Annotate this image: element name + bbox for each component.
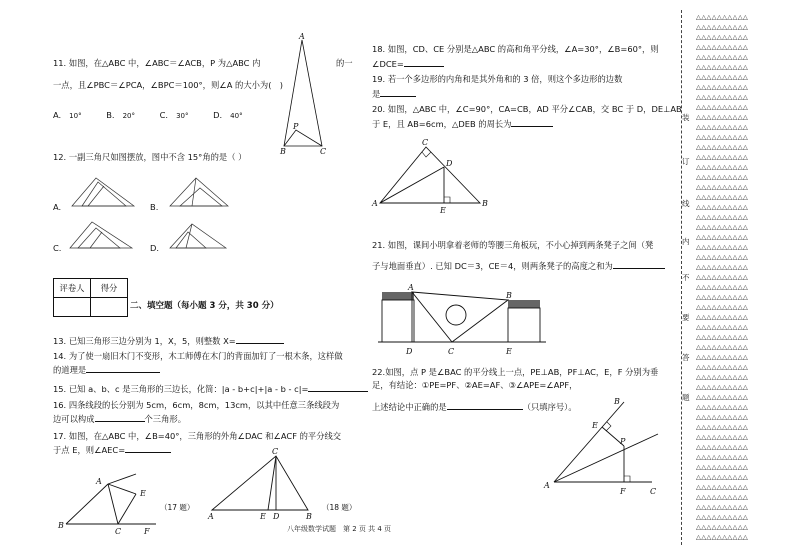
q21-figure <box>378 282 548 362</box>
q12-figure-a <box>68 172 138 212</box>
q11-label-a: A <box>299 32 305 41</box>
q19-line2: 是 <box>372 87 416 100</box>
q20-figure <box>372 135 492 215</box>
q22-label-c: C <box>650 487 657 496</box>
q21-line2: 子与地面垂直）. 已知 DC＝3，CE＝4，则两条凳子的高度之和为 <box>372 259 665 272</box>
score-table-reviewer: 评卷人 <box>54 279 91 298</box>
q18-label-a: A <box>208 512 214 521</box>
binding-char-8: 题 <box>682 393 690 402</box>
q15-blank[interactable] <box>308 382 368 392</box>
q11-line1: 11. 如图，在△ABC 中，∠ABC＝∠ACB，P 为△ABC 内 <box>53 58 261 68</box>
q13: 13. 已知三角形三边分别为 1，X，5，则整数 X= <box>53 334 284 347</box>
binding-char-2: 订 <box>682 157 690 166</box>
q12-label-c: C. <box>53 243 62 253</box>
q18-label-b: B <box>306 512 312 521</box>
q12-stem: 12. 一副三角尺如图摆放，图中不含 15°角的是（ ） <box>53 152 247 162</box>
q21-label-d: D <box>406 347 413 356</box>
q11-line2: 一点，且∠PBC＝∠PCA，∠BPC＝100°，则∠A 的大小为( ) <box>53 80 283 90</box>
q21-label-e: E <box>506 347 512 356</box>
q18-caption: （18 题） <box>322 503 357 512</box>
q22-figure <box>540 396 670 500</box>
q20-line1: 20. 如图，△ABC 中，∠C=90°，CA=CB，AD 平分∠CAB，交 BC 于 D，DE⊥AB <box>372 104 682 114</box>
q22-line3: 上述结论中正确的是 （只填序号）。 <box>372 402 577 412</box>
q18-figure <box>208 446 318 522</box>
q21-label-a: A <box>408 283 414 292</box>
q12-label-b: B. <box>150 202 159 212</box>
q20-blank[interactable] <box>511 117 553 127</box>
triangle-pattern-margin: △△△△△△△△△△ △△△△△△△△△△ △△△△△△△△△△ △△△△△△△△△△ △△△△△△△△△△ △△△△△△△△△△ △△△△△△△△△△ △△△△△△△△△△ △△△△△△△△△△ △△△△△△△△△△ △△△△△△△△△△ △△△△△△△△△△ △△△△△△△△△△ △△△△△△△△△△ △△△△△△△△△△ △△△△△△△△△△ △△△△△△△△△△ △△△△△△△△△△ △△△△△△△△△△ △△△△△△△△△△ △△△△△△△△△△ △△△△△△△△△△ △△△△△△△△△△ △△△△△△△△△△ △△△△△△△△△△ △△△△△△△△△△ △△△△△△△△△△ △△△△△△△△△△ △△△△△△△△△△ △△△△△△△△△△ △△△△△△△△△△ △△△△△△△△△△ △△△△△△△△△△ △△△△△△△△△△ △△△△△△△△△△ △△△△△△△△△△ △△△△△△△△△△ △△△△△△△△△△ △△△△△△△△△△ △△△△△△△△△△ △△△△△△△△△△ △△△△△△△△△△ △△△△△△△△△△ △△△△△△△△△△ △△△△△△△△△△ △△△△△△△△△△ △△△△△△△△△△ △△△△△△△△△△ △△△△△△△△△△ △△△△△△△△△△ △△△△△△△△△△ △△△△△△△△△△ △△△△△△△△△△ <box>696 13 749 541</box>
q18-line1: 18. 如图，CD、CE 分别是△ABC 的高和角平分线，∠A=30°，∠B=60°，则 <box>372 44 659 54</box>
q21-line1: 21. 如图，课间小明拿着老师的等腰三角板玩，不小心掉到两条凳子之间（凳 <box>372 240 654 250</box>
binding-char-5: 不 <box>682 273 690 282</box>
q16-line2: 边可以构成 个三角形。 <box>53 414 186 424</box>
q14-line1: 14. 为了使一扇旧木门不变形，木工师傅在木门的背面加钉了一根木条，这样做 <box>53 351 343 361</box>
q12-label-d: D. <box>150 243 160 253</box>
q22-blank[interactable] <box>447 400 523 410</box>
binding-char-6: 要 <box>682 313 690 322</box>
q12-label-a: A. <box>53 202 62 212</box>
q16-line1: 16. 四条线段的长分别为 5cm，6cm，8cm，13cm，以其中任意三条线段为 <box>53 400 340 410</box>
q21-label-b: B <box>506 291 512 300</box>
q15: 15. 已知 a、b、c 是三角形的三边长，化简：|a - b+c|+|a - b - c|= <box>53 382 368 395</box>
q17-label-b: B <box>58 521 64 530</box>
q20-label-e: E <box>440 206 446 215</box>
q17-line2: 于点 E，则∠AEC= <box>53 443 171 456</box>
q22-label-f: F <box>620 487 626 496</box>
score-table-score: 得分 <box>91 279 128 298</box>
q11-line1-end: 的一 <box>336 58 353 68</box>
q17-caption: （17 题） <box>160 503 195 512</box>
q18-label-c: C <box>272 447 279 456</box>
q17-label-a: A <box>96 477 102 486</box>
q11-label-c: C <box>320 147 327 156</box>
q11-options: A. 10° B. 20° C. 30° D. 40° <box>53 110 243 120</box>
q16-blank[interactable] <box>95 412 145 422</box>
q22-line1: 22.如图，点 P 是∠BAC 的平分线上一点，PE⊥AB，PF⊥AC，E，F 分别为垂 <box>372 367 659 377</box>
q14-line2: 的道理是 <box>53 363 160 376</box>
score-table <box>53 278 128 317</box>
q21-blank[interactable] <box>613 259 665 269</box>
q19-blank[interactable] <box>380 87 416 97</box>
q20-label-b: B <box>482 199 488 208</box>
q18-blank[interactable] <box>404 57 444 67</box>
page-footer: 八年级数学试题 第 2 页 共 4 页 <box>287 525 392 533</box>
q22-label-b: B <box>614 397 620 406</box>
binding-char-7: 答 <box>682 353 690 362</box>
q22-label-p: P <box>620 437 626 446</box>
binding-char-1: 装 <box>682 113 690 122</box>
q17-label-c: C <box>115 527 122 536</box>
q17-blank[interactable] <box>125 443 171 453</box>
q22-label-e: E <box>592 421 598 430</box>
q18-label-e: E <box>260 512 266 521</box>
q20-label-a: A <box>372 199 378 208</box>
binding-char-3: 线 <box>682 199 690 208</box>
q21-label-c: C <box>448 347 455 356</box>
q14-blank[interactable] <box>86 363 160 373</box>
q22-line2: 足，有结论：①PE=PF、②AE=AF、③∠APE=∠APF， <box>372 380 578 390</box>
q17-figure <box>58 470 178 536</box>
section-2-heading: 二、填空题（每小题 3 分，共 30 分） <box>130 301 279 311</box>
q17-label-f: F <box>144 527 150 536</box>
q11-figure <box>280 32 340 157</box>
q12-figure-b <box>166 172 236 212</box>
q13-blank[interactable] <box>236 334 284 344</box>
q19-line1: 19. 若一个多边形的内角和是其外角和的 3 倍，则这个多边形的边数 <box>372 74 623 84</box>
q12-figure-d <box>166 218 236 254</box>
q17-label-e: E <box>140 489 146 498</box>
q11-label-b: B <box>280 147 286 156</box>
q20-line2: 于 E，且 AB=6cm，△DEB 的周长为 <box>372 117 553 130</box>
q11-label-p: P <box>293 122 299 131</box>
q20-label-d: D <box>446 159 453 168</box>
q17-line1: 17. 如图，在△ABC 中，∠B=40°，三角形的外角∠DAC 和∠ACF 的平分线交 <box>53 431 342 441</box>
q12-figure-c <box>66 214 136 254</box>
q18-line2: ∠DCE= <box>372 57 444 70</box>
q18-label-d: D <box>273 512 280 521</box>
q22-label-a: A <box>544 481 550 490</box>
binding-char-4: 内 <box>682 237 690 246</box>
q20-label-c: C <box>422 138 429 147</box>
